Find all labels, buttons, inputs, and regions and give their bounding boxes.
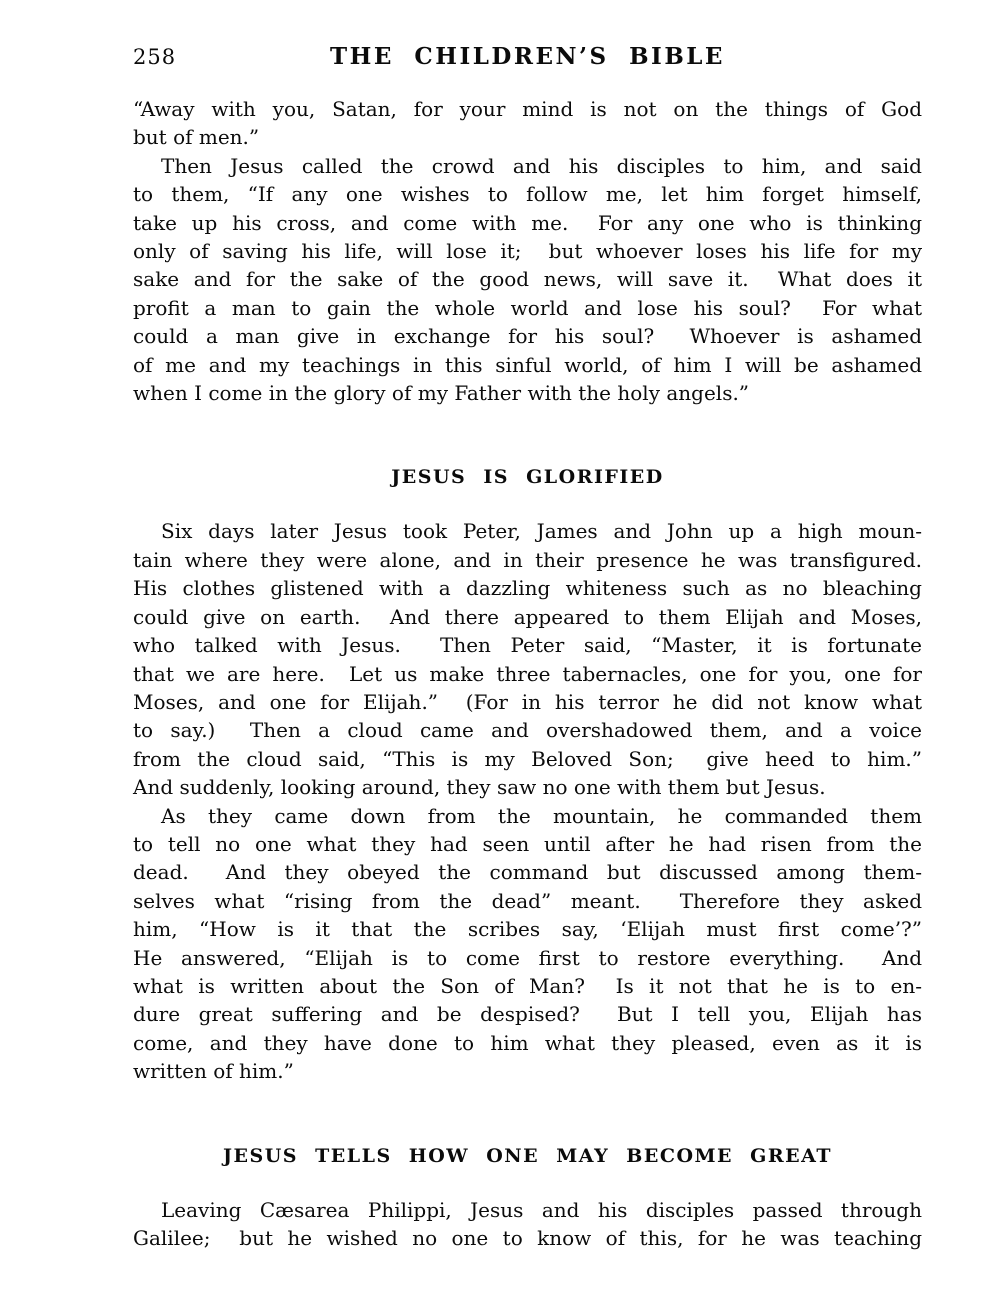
text-line: from the cloud said, “This is my Beloved Son; give heed to him.” <box>133 746 922 771</box>
text-line: him, “How is it that the scribes say, ‘Elijah must first come’?” <box>133 917 922 942</box>
paragraph <box>133 1196 922 1253</box>
paragraph <box>133 517 922 801</box>
running-title: THE CHILDREN’S BIBLE <box>330 43 725 70</box>
page-body <box>133 95 922 1252</box>
text-line: when I come in the glory of my Father with the holy angels.” <box>133 381 750 406</box>
text-line: come, and they have done to him what they pleased, even as it is <box>133 1030 922 1055</box>
paragraph <box>133 95 922 152</box>
text-line: dure great suffering and be despised? But I tell you, Elijah has <box>133 1002 922 1027</box>
text-line: only of saving his life, will lose it; but whoever loses his life for my <box>133 239 922 264</box>
text-line: of me and my teachings in this sinful world, of him I will be ashamed <box>133 352 922 377</box>
text-line: to tell no one what they had seen until after he had risen from the <box>133 831 922 856</box>
text-line: sake and for the sake of the good news, will save it. What does it <box>133 267 922 292</box>
text-line: to them, “If any one wishes to follow me, let him forget himself, <box>133 182 922 207</box>
page-number: 258 <box>133 45 177 69</box>
text-line: dead. And they obeyed the command but discussed among them- <box>133 860 922 885</box>
paragraph <box>133 802 922 1086</box>
paragraph <box>133 152 922 408</box>
text-line: His clothes glistened with a dazzling whiteness such as no bleaching <box>133 576 922 601</box>
section-heading: JESUS IS GLORIFIED <box>391 466 664 489</box>
text-line: but of men.” <box>133 125 260 150</box>
text-line: profit a man to gain the whole world and lose his soul? For what <box>133 295 922 320</box>
text-line: He answered, “Elijah is to come first to restore everything. And <box>133 945 922 970</box>
text-line: As they came down from the mountain, he commanded them <box>161 803 922 828</box>
text-line: could give on earth. And there appeared to them Elijah and Moses, <box>133 604 922 629</box>
text-line: “Away with you, Satan, for your mind is not on the things of God <box>133 97 922 121</box>
text-line: to say.) Then a cloud came and overshadowed them, and a voice <box>133 718 922 743</box>
text-line: could a man give in exchange for his soul? Whoever is ashamed <box>133 324 922 349</box>
page-header <box>133 45 922 69</box>
text-line: selves what “rising from the dead” meant. Therefore they asked <box>133 888 922 913</box>
text-line: take up his cross, and come with me. For any one who is thinking <box>133 210 922 235</box>
text-line: Moses, and one for Elijah.” (For in his terror he did not know what <box>133 689 922 714</box>
text-line: Then Jesus called the crowd and his disciples to him, and said <box>161 153 922 178</box>
section-heading: JESUS TELLS HOW ONE MAY BECOME GREAT <box>223 1144 832 1167</box>
text-line: Galilee; but he wished no one to know of this, for he was teaching <box>133 1226 922 1250</box>
text-line: Leaving Cæsarea Philippi, Jesus and his disciples passed through <box>161 1197 922 1222</box>
text-line: who talked with Jesus. Then Peter said, “Master, it is fortunate <box>133 633 922 658</box>
text-line: And suddenly, looking around, they saw no one with them but Jesus. <box>133 775 826 800</box>
text-line: tain where they were alone, and in their presence he was transfigured. <box>133 547 922 572</box>
text-line: written of him.” <box>133 1059 294 1084</box>
text-line: that we are here. Let us make three tabernacles, one for you, one for <box>133 661 922 686</box>
text-line: Six days later Jesus took Peter, James and John up a high moun- <box>161 519 922 544</box>
page-content <box>133 45 922 1252</box>
text-line: what is written about the Son of Man? Is it not that he is to en- <box>133 973 922 998</box>
